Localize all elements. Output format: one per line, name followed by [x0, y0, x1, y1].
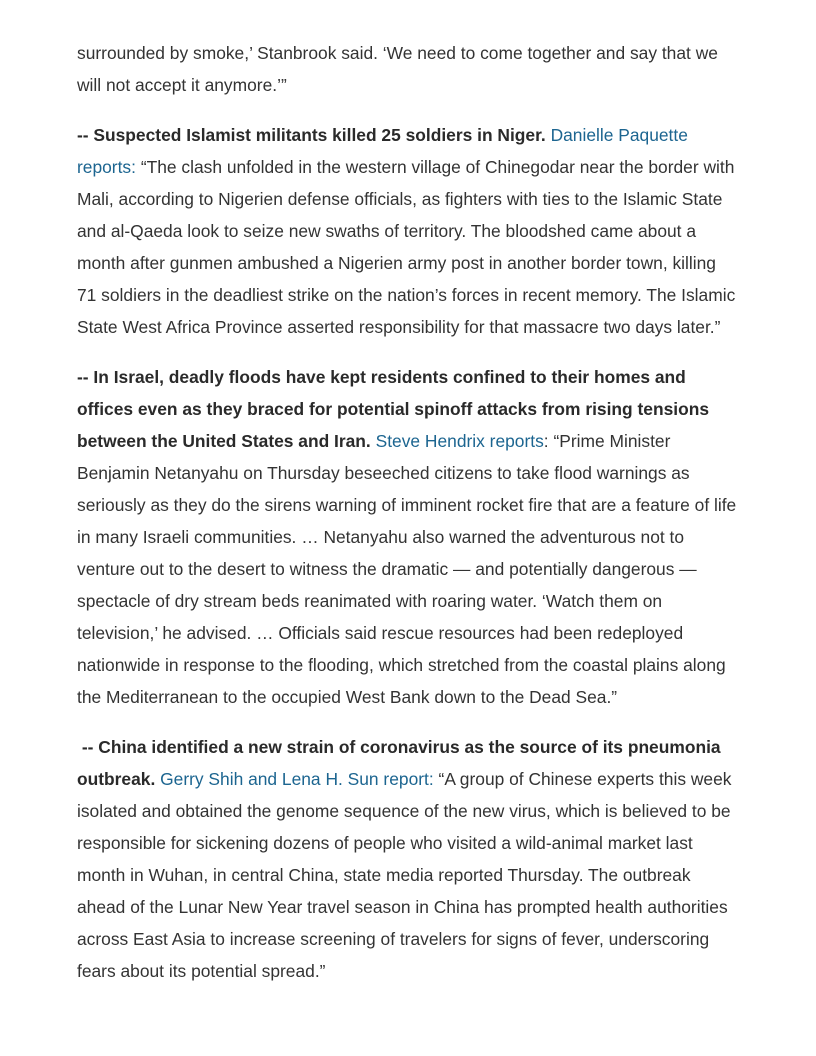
paragraph-smoke-quote [77, 37, 739, 101]
paragraph-israel [77, 361, 739, 713]
link-gerry-shih-lena-sun-report[interactable]: Gerry Shih and Lena H. Sun report: [160, 769, 434, 789]
paragraph-text: “The clash unfolded in the western village of Chinegodar near the border with Mali, according to Nigerien defense officials, as fighters with ties to the Islamic State and al-Qaeda look to seize new swaths of territory. The bloodshed came about a month after gunmen ambushed a Nigerien army post in another border town, killing 71 soldiers in the deadliest strike on the nation’s forces in recent memory. The Islamic State West Africa Province asserted responsibility for that massacre two days later.” [77, 157, 736, 337]
paragraph-china [77, 731, 739, 987]
paragraph-text: “A group of Chinese experts this week isolated and obtained the genome sequence of the new virus, which is believed to be responsible for sickening dozens of people who visited a wild-animal market last month in Wuhan, in central China, state media reported Thursday. The outbreak ahead of the Lunar New Year travel season in China has prompted health authorities across East Asia to increase screening of travelers for signs of fever, underscoring fears about its potential spread.” [77, 769, 732, 981]
paragraph-text: “Prime Minister Benjamin Netanyahu on Thursday beseeched citizens to take flood warnings as seriously as they do the sirens warning of imminent rocket fire that are a feature of life in many Israeli communities. … Netanyahu also warned the adventurous not to venture out to the desert to witness the dramatic — and potentially dangerous — spectacle of dry stream beds reanimated with roaring water. ‘Watch them on television,’ he advised. … Officials said rescue resources had been redeployed nationwide in response to the flooding, which stretched from the coastal plains along the Mediterranean to the occupied West Bank down to the Dead Sea.” [77, 431, 737, 707]
colon: : [543, 431, 549, 451]
headline-niger: -- Suspected Islamist militants killed 25 soldiers in Niger. [77, 125, 546, 145]
paragraph-text: surrounded by smoke,’ Stanbrook said. ‘We need to come together and say that we will not accept it anymore.’” [77, 43, 718, 95]
headline-israel: -- In Israel, deadly floods have kept residents confined to their homes and offices even as they braced for potential spinoff attacks from rising tensions between the United States and Iran. [77, 367, 710, 451]
paragraph-niger [77, 119, 739, 343]
headline-china: -- China identified a new strain of coronavirus as the source of its pneumonia outbreak. [77, 737, 726, 789]
link-steve-hendrix-reports[interactable]: Steve Hendrix reports [375, 431, 544, 451]
link-danielle-paquette-reports[interactable]: Danielle Paquette reports: [77, 125, 688, 177]
article-body [77, 37, 739, 1005]
